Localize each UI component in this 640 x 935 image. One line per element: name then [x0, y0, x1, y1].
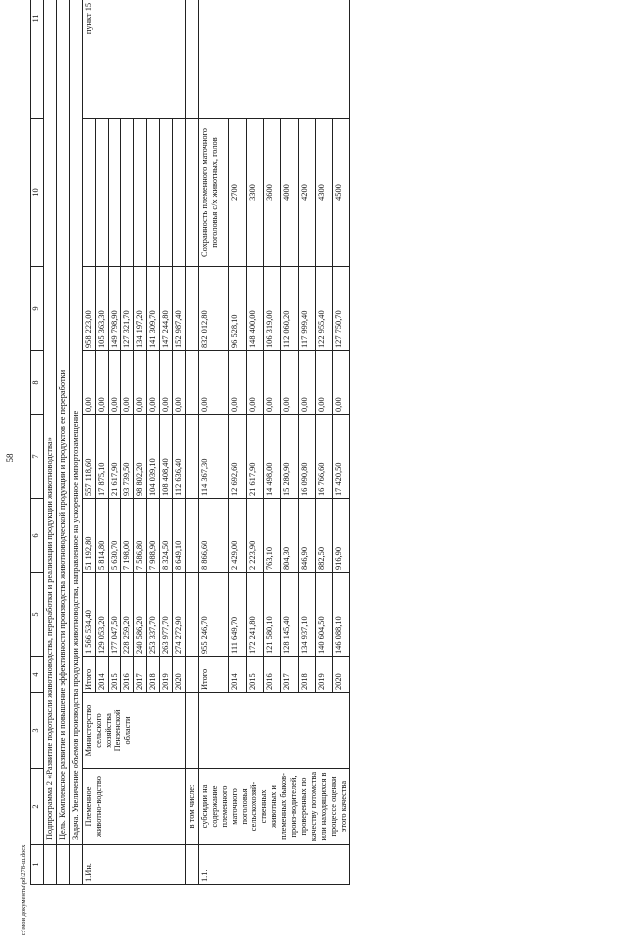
amount-cell: 128 145,40 — [281, 573, 298, 657]
executor-name — [198, 693, 350, 769]
blank-cell — [44, 845, 57, 885]
amount-cell: 2 223,90 — [246, 499, 263, 573]
blank-cell — [185, 415, 198, 499]
amount-cell: 2 429,00 — [229, 499, 246, 573]
amount-cell: 0,00 — [134, 351, 147, 415]
task-row — [69, 0, 82, 885]
amount-cell: 5 814,80 — [95, 499, 108, 573]
measure-name: Племенное животно-водство — [82, 769, 185, 845]
year-cell: 2015 — [246, 657, 263, 693]
indicator-value — [160, 119, 173, 267]
amount-cell: 916,90 — [333, 499, 350, 573]
amount-cell: 108 408,40 — [160, 415, 173, 499]
amount-cell: 263 977,70 — [160, 573, 173, 657]
header-cell: 4 — [31, 657, 44, 693]
amount-cell: 152 987,40 — [173, 267, 186, 351]
executor-name: Министерство сельского хозяйства Пензенской области — [82, 693, 185, 769]
year-cell: 2017 — [134, 657, 147, 693]
amount-cell: 51 192,80 — [82, 499, 95, 573]
amount-cell: 16 090,80 — [298, 415, 315, 499]
indicator-value: 4000 — [281, 119, 298, 267]
amount-cell: 763,10 — [263, 499, 280, 573]
amount-cell: 134 197,20 — [134, 267, 147, 351]
amount-cell: 96 528,10 — [229, 267, 246, 351]
amount-cell: 148 400,00 — [246, 267, 263, 351]
amount-cell: 955 246,70 — [198, 573, 229, 657]
amount-cell: 1 566 534,40 — [82, 573, 95, 657]
year-cell: 2017 — [281, 657, 298, 693]
amount-cell: 12 692,60 — [229, 415, 246, 499]
in-that-number-label: в том числе: — [185, 769, 198, 845]
total-label: Итого — [82, 657, 95, 693]
amount-cell: 8 649,10 — [173, 499, 186, 573]
year-cell: 2018 — [147, 657, 160, 693]
amount-cell: 117 999,40 — [298, 267, 315, 351]
indicator-value — [108, 119, 121, 267]
amount-cell: 17 420,50 — [333, 415, 350, 499]
year-cell: 2016 — [121, 657, 134, 693]
year-cell: 2019 — [315, 657, 332, 693]
note-cell — [198, 0, 350, 119]
header-cell: 10 — [31, 119, 44, 267]
rotated-table-container — [30, 2, 600, 885]
amount-cell: 104 039,10 — [147, 415, 160, 499]
amount-cell: 93 739,50 — [121, 415, 134, 499]
amount-cell: 146 088,10 — [333, 573, 350, 657]
header-row — [31, 0, 44, 885]
amount-cell: 106 319,00 — [263, 267, 280, 351]
blank-cell — [185, 573, 198, 657]
amount-cell: 140 604,50 — [315, 573, 332, 657]
amount-cell: 0,00 — [333, 351, 350, 415]
blank-cell — [185, 845, 198, 885]
amount-cell: 0,00 — [229, 351, 246, 415]
blank-cell — [185, 351, 198, 415]
amount-cell: 253 337,70 — [147, 573, 160, 657]
amount-cell: 114 367,30 — [198, 415, 229, 499]
indicator-value: 2700 — [229, 119, 246, 267]
year-cell: 2016 — [263, 657, 280, 693]
row-number: 1.Ин. — [82, 845, 185, 885]
header-cell: 2 — [31, 769, 44, 845]
amount-cell: 0,00 — [95, 351, 108, 415]
blank-cell — [185, 657, 198, 693]
amount-cell: 7 988,90 — [147, 499, 160, 573]
amount-cell: 0,00 — [160, 351, 173, 415]
blank-cell — [185, 693, 198, 769]
table-row — [198, 0, 229, 885]
header-cell: 7 — [31, 415, 44, 499]
blank-cell — [56, 845, 69, 885]
amount-cell: 122 955,40 — [315, 267, 332, 351]
subprogram-title: Подпрограмма 2 «Развитие подотрасли животноводства, переработки и реализации продукции животноводства» — [44, 0, 57, 845]
amount-cell: 172 241,80 — [246, 573, 263, 657]
indicator-name: Сохранность племенного маточного поголовья с/х животных, голов — [198, 119, 229, 267]
amount-cell: 17 875,10 — [95, 415, 108, 499]
amount-cell: 958 223,00 — [82, 267, 95, 351]
indicator-value: 4200 — [298, 119, 315, 267]
blank-cell — [185, 0, 198, 119]
blank-cell — [69, 845, 82, 885]
amount-cell: 129 053,20 — [95, 573, 108, 657]
task-text: Задача. Увеличение объемов производства продукции животноводства, направленное на ускоренное импортозамещение — [69, 0, 82, 845]
header-cell: 8 — [31, 351, 44, 415]
amount-cell: 0,00 — [281, 351, 298, 415]
row-number: 1.1. — [198, 845, 350, 885]
amount-cell: 16 766,60 — [315, 415, 332, 499]
goal-text: Цель. Комплексное развитие и повышение эффективности производства животноводческой продукции и продуктов ее переработки — [56, 0, 69, 845]
amount-cell: 240 586,20 — [134, 573, 147, 657]
amount-cell: 804,30 — [281, 499, 298, 573]
indicator-name — [82, 119, 95, 267]
amount-cell: 0,00 — [108, 351, 121, 415]
amount-cell: 5 630,70 — [108, 499, 121, 573]
indicator-value — [121, 119, 134, 267]
amount-cell: 177 047,50 — [108, 573, 121, 657]
indicator-value: 3300 — [246, 119, 263, 267]
amount-cell: 8 324,50 — [160, 499, 173, 573]
amount-cell: 14 498,00 — [263, 415, 280, 499]
in-that-number-row — [185, 0, 198, 885]
amount-cell: 0,00 — [173, 351, 186, 415]
header-cell: 9 — [31, 267, 44, 351]
amount-cell: 21 617,90 — [108, 415, 121, 499]
amount-cell: 0,00 — [263, 351, 280, 415]
amount-cell: 21 617,90 — [246, 415, 263, 499]
amount-cell: 846,90 — [298, 499, 315, 573]
amount-cell: 832 012,80 — [198, 267, 229, 351]
total-label: Итого — [198, 657, 229, 693]
amount-cell: 274 272,90 — [173, 573, 186, 657]
note-cell: пункт 15 — [82, 0, 185, 119]
amount-cell: 111 649,70 — [229, 573, 246, 657]
measure-name: субсидии на содержание племенного маточного поголовья сельскохозяй-ственных животных и племенных быков-произ-водителей, проверенных по качеству потомства или находящихся в процессе оценки этого качества — [198, 769, 350, 845]
year-cell: 2020 — [333, 657, 350, 693]
amount-cell: 0,00 — [298, 351, 315, 415]
goal-row — [56, 0, 69, 885]
amount-cell: 112 636,40 — [173, 415, 186, 499]
year-cell: 2014 — [95, 657, 108, 693]
year-cell: 2014 — [229, 657, 246, 693]
header-cell: 5 — [31, 573, 44, 657]
amount-cell: 557 118,60 — [82, 415, 95, 499]
page-number: 58 — [5, 453, 15, 463]
amount-cell: 149 798,90 — [108, 267, 121, 351]
amount-cell: 98 802,20 — [134, 415, 147, 499]
amount-cell: 134 937,10 — [298, 573, 315, 657]
indicator-value — [134, 119, 147, 267]
amount-cell: 228 259,20 — [121, 573, 134, 657]
indicator-value — [95, 119, 108, 267]
amount-cell: 127 321,70 — [121, 267, 134, 351]
amount-cell: 0,00 — [246, 351, 263, 415]
blank-cell — [185, 267, 198, 351]
amount-cell: 8 866,60 — [198, 499, 229, 573]
year-cell: 2020 — [173, 657, 186, 693]
header-cell: 6 — [31, 499, 44, 573]
blank-cell — [185, 499, 198, 573]
amount-cell: 7 198,00 — [121, 499, 134, 573]
indicator-value — [147, 119, 160, 267]
amount-cell: 0,00 — [147, 351, 160, 415]
indicator-value: 4300 — [315, 119, 332, 267]
amount-cell: 7 586,80 — [134, 499, 147, 573]
subprogram-row — [44, 0, 57, 885]
indicator-value: 4500 — [333, 119, 350, 267]
blank-cell — [185, 119, 198, 267]
table-row — [82, 0, 95, 885]
amount-cell: 882,50 — [315, 499, 332, 573]
year-cell: 2015 — [108, 657, 121, 693]
amount-cell: 147 244,80 — [160, 267, 173, 351]
amount-cell: 0,00 — [198, 351, 229, 415]
header-cell: 1 — [31, 845, 44, 885]
amount-cell: 0,00 — [315, 351, 332, 415]
amount-cell: 0,00 — [121, 351, 134, 415]
document-sheet — [30, 2, 600, 885]
amount-cell: 121 580,10 — [263, 573, 280, 657]
footer-file-path: c:\мои документы\pd\278-ш.docx — [19, 844, 27, 935]
indicator-value: 3600 — [263, 119, 280, 267]
amount-cell: 127 750,70 — [333, 267, 350, 351]
year-cell: 2019 — [160, 657, 173, 693]
amount-cell: 112 060,20 — [281, 267, 298, 351]
amount-cell: 0,00 — [82, 351, 95, 415]
header-cell: 11 — [31, 0, 44, 119]
amount-cell: 105 363,30 — [95, 267, 108, 351]
header-cell: 3 — [31, 693, 44, 769]
year-cell: 2018 — [298, 657, 315, 693]
amount-cell: 141 309,70 — [147, 267, 160, 351]
indicator-value — [173, 119, 186, 267]
budget-table — [30, 0, 350, 885]
table-body — [31, 0, 350, 885]
amount-cell: 15 280,90 — [281, 415, 298, 499]
